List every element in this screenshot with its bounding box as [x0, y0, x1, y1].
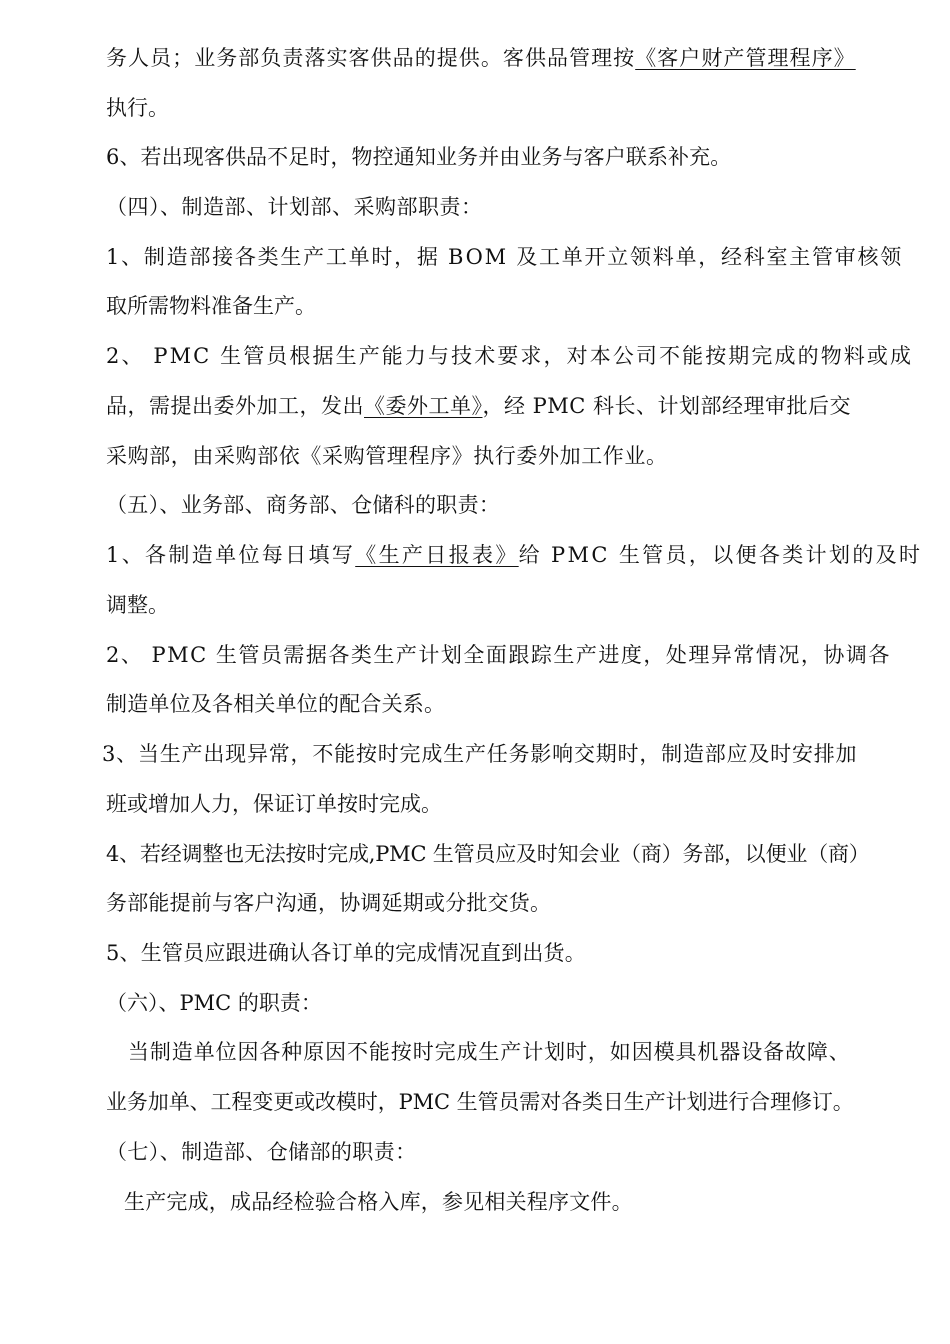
paragraph-line: 5、生管员应跟进确认各订单的完成情况直到出货。 — [106, 941, 586, 965]
paragraph-line: 取所需物料准备生产。 — [106, 294, 316, 318]
paragraph-line: 6、若出现客供品不足时，物控通知业务并由业务与客户联系补充。 — [106, 145, 732, 169]
text-run: 给 PMC 生管员，以便各类计划的及时 — [518, 543, 923, 567]
paragraph-line: 1、制造部接各类生产工单时，据 BOM 及工单开立领料单，经科室主管审核领 — [106, 245, 903, 269]
paragraph-line: 采购部，由采购部依《采购管理程序》执行委外加工作业。 — [106, 444, 668, 468]
text-run: 务人员；业务部负责落实客供品的提供。客供品管理按 — [106, 46, 636, 70]
paragraph-line — [106, 541, 922, 569]
paragraph-line — [106, 392, 851, 420]
paragraph-line: 执行。 — [106, 96, 169, 120]
paragraph-line: 业务加单、工程变更或改模时，PMC 生管员需对各类日生产计划进行合理修订。 — [106, 1090, 854, 1114]
section-heading: （五）、业务部、商务部、仓储科的职责： — [106, 493, 501, 517]
paragraph-line: 务部能提前与客户沟通，协调延期或分批交货。 — [106, 891, 552, 915]
paragraph-line: 生产完成，成品经检验合格入库，参见相关程序文件。 — [124, 1190, 633, 1214]
paragraph-line: 3、当生产出现异常，不能按时完成生产任务影响交期时，制造部应及时安排加 — [102, 742, 858, 766]
paragraph-line: 2、 PMC 生管员根据生产能力与技术要求，对本公司不能按期完成的物料或成 — [106, 344, 914, 368]
paragraph-line: 调整。 — [106, 593, 169, 617]
paragraph-line: 2、 PMC 生管员需据各类生产计划全面跟踪生产进度，处理异常情况，协调各 — [106, 643, 891, 667]
paragraph-line: 班或增加人力，保证订单按时完成。 — [106, 792, 442, 816]
text-run: 品，需提出委外加工，发出 — [106, 394, 364, 418]
paragraph-line — [106, 44, 856, 72]
paragraph-line: 4、若经调整也无法按时完成,PMC 生管员应及时知会业（商）务部，以便业（商） — [106, 842, 870, 866]
text-run: 1、各制造单位每日填写 — [106, 543, 356, 567]
paragraph-line: 制造单位及各相关单位的配合关系。 — [106, 692, 446, 716]
text-run: ，经 PMC 科长、计划部经理审批后交 — [482, 394, 852, 418]
form-reference: 《生产日报表》 — [355, 543, 519, 567]
paragraph-line: 当制造单位因各种原因不能按时完成生产计划时，如因模具机器设备故障、 — [128, 1040, 851, 1064]
program-reference: 《客户财产管理程序》 — [635, 46, 856, 70]
section-heading: （四）、制造部、计划部、采购部职责： — [106, 195, 483, 219]
section-heading: （六）、PMC 的职责： — [106, 991, 322, 1015]
form-reference: 《委外工单》 — [364, 394, 483, 418]
section-heading: （七）、制造部、仓储部的职责： — [106, 1140, 417, 1164]
